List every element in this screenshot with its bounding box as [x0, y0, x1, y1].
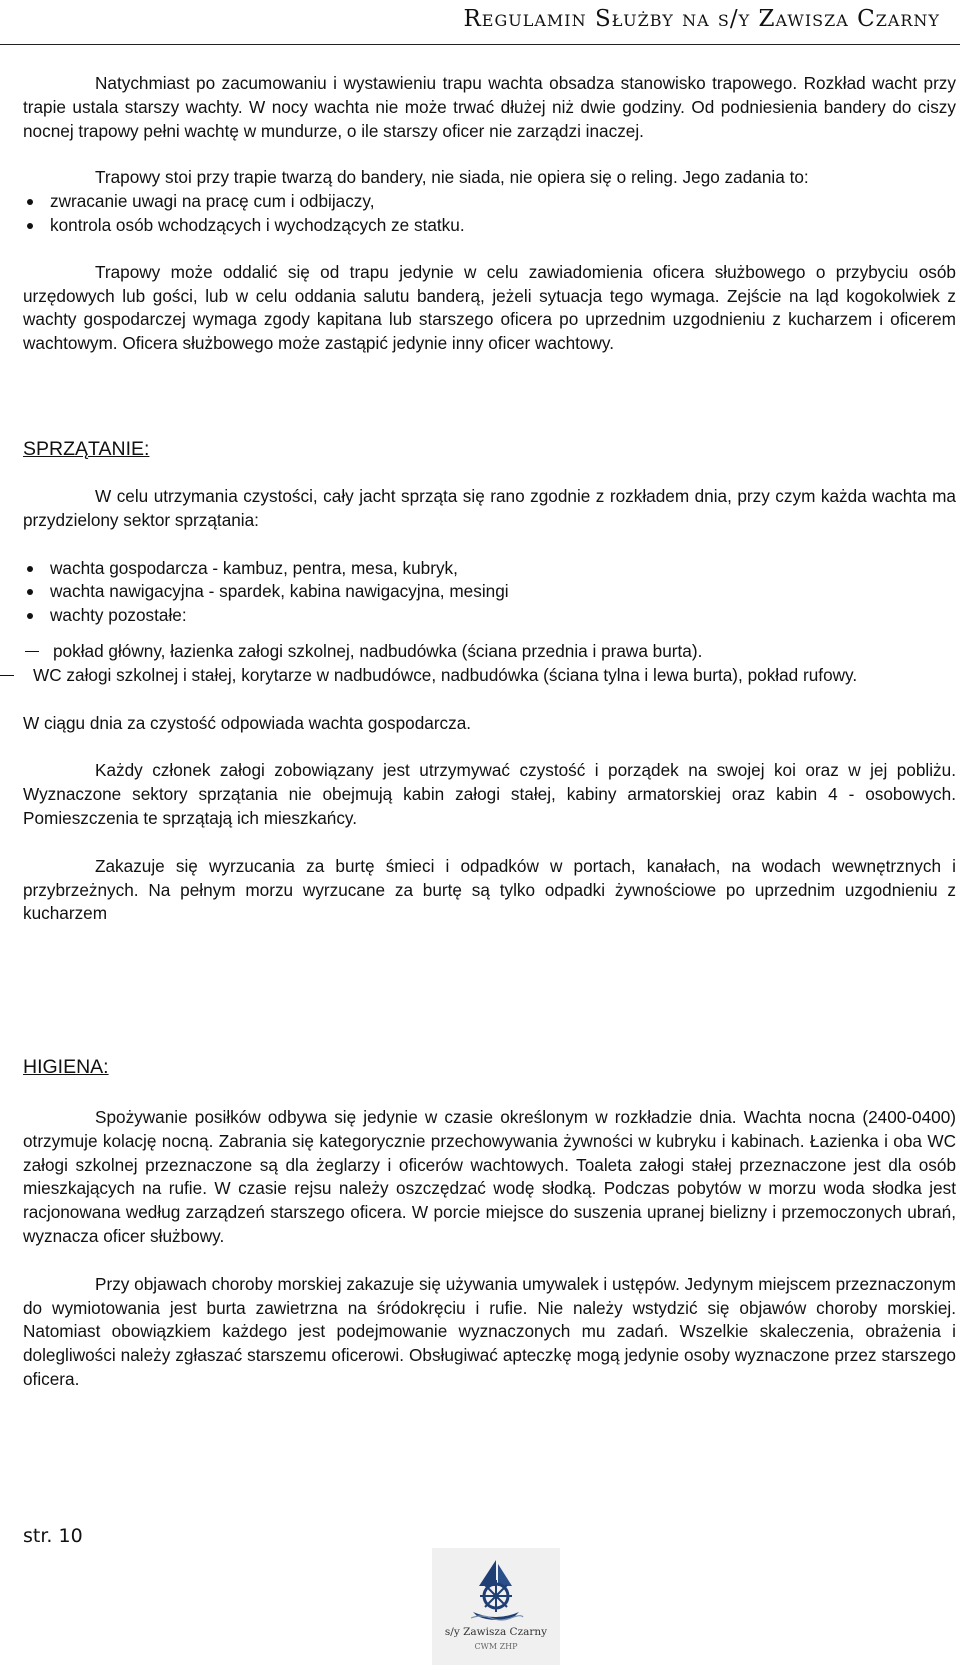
- cleaning-section: [23, 485, 956, 926]
- dash-marker: [0, 675, 14, 676]
- paragraph: Każdy członek załogi zobowiązany jest utrzymywać czystość i porządek na swojej koi oraz w jej pobliżu. Wyznaczone sektory sprzątania nie obejmują kabin załogi stałej, kabiny armatorskiej oraz kabin 4 - osobowych. Pomieszczenia te sprzątają ich mieszkańcy.: [23, 760, 956, 828]
- page-header-title: Regulamin Służby na s/y Zawisza Czarny: [463, 6, 940, 32]
- list-item: zwracanie uwagi na pracę cum i odbijaczy,: [23, 190, 956, 214]
- header-rule: [0, 44, 960, 45]
- logo-text: s/y Zawisza Czarny: [444, 1626, 548, 1638]
- bullet-list: [23, 190, 956, 238]
- paragraph: Natychmiast po zacumowaniu i wystawieniu trapu wachta obsadza stanowisko trapowego. Rozkład wacht przy trapie ustala starszy wachty. W nocy wachta nie może trwać dłużej niż dwie godziny. Od podniesienia bandery do ciszy nocnej trapowy pełni wachtę w mundurze, o ile starszy oficer nie zarządzi inaczej.: [23, 73, 956, 141]
- organization-logo: [432, 1548, 560, 1665]
- paragraph: Trapowy stoi przy trapie twarzą do bandery, nie siada, nie opiera się o reling. Jego zadania to:: [95, 167, 809, 188]
- dash-list-item: [23, 640, 956, 664]
- paragraph: Trapowy może oddalić się od trapu jedynie w celu zawiadomienia oficera służbowego o przybyciu osób urzędowych lub gości, lub w celu oddania salutu banderą, jeżeli sytuacja tego wymaga. Zejście na ląd kogokolwiek z wachty gospodarczej wymaga zgody kapitana lub starszego oficera po uprzednim uzgodnieniu z kucharzem i oficerem wachtowym. Oficera służbowego może zastąpić jedynie inny oficer wachtowy.: [23, 261, 956, 354]
- list-item: wachta nawigacyjna - spardek, kabina nawigacyjna, mesingi: [23, 580, 956, 604]
- section-heading-hygiene: HIGIENA:: [23, 1056, 109, 1078]
- section-heading-cleaning: SPRZĄTANIE:: [23, 438, 150, 460]
- trap-section: [23, 72, 956, 356]
- dash-marker: [25, 651, 39, 652]
- hygiene-section: [23, 1106, 956, 1392]
- logo-subtext: CWM ZHP: [474, 1642, 518, 1651]
- dash-item-text: WC załogi szkolnej i stałej, korytarze w nadbudówce, nadbudówka (ściana tylna i lewa burta), pokład rufowy.: [33, 664, 858, 685]
- paragraph: Przy objawach choroby morskiej zakazuje się używania umywalek i ustępów. Jedynym miejscem przeznaczonym do wymiotowania jest burta zawietrzna na śródokręciu i rufie. Nie należy wstydzić się objawów choroby morskiej. Natomiast obowiązkiem każdego jest podejmowanie wyznaczonych mu zadań. Wszelkie skaleczenia, obrażenia i dolegliwości należy zgłaszać starszemu oficerowi. Obsługiwać apteczkę mogą jedynie osoby wyznaczone przez starszego oficera.: [23, 1273, 956, 1389]
- dash-list-item: [0, 664, 956, 688]
- list-item: kontrola osób wchodzących i wychodzących ze statku.: [23, 214, 956, 238]
- paragraph: W celu utrzymania czystości, cały jacht sprząta się rano zgodnie z rozkładem dnia, przy czym każda wachta ma przydzielony sektor sprzątania:: [23, 486, 956, 530]
- paragraph: Zakazuje się wyrzucania za burtę śmieci i odpadków w portach, kanałach, na wodach wewnętrznych i przybrzeżnych. Na pełnym morzu wyrzucane za burtę są tylko odpadki żywnościowe po uprzednim uzgodnieniu z kucharzem: [23, 855, 956, 924]
- list-item: wachta gospodarcza - kambuz, pentra, mesa, kubryk,: [23, 557, 956, 581]
- ship-wheel-sailboat-icon: [465, 1556, 527, 1622]
- paragraph: Spożywanie posiłków odbywa się jedynie w czasie określonym w rozkładzie dnia. Wachta nocna (2400-0400) otrzymuje kolację nocną. Zabrania się kategorycznie przechowywania żywności w kubryku i kabinach. Łazienka i oba WC załogi szkolnej przeznaczone są dla żeglarzy i oficerów wachtowych. Toaleta załogi stałej przeznaczone jest dla osób mieszkających na rufie. W czasie rejsu należy oszczędzać wodę słodką. Podczas pobytów w morzu woda słodka jest racjonowana według zarządzeń starszego oficera. W porcie miejsce do suszenia upranej bielizny i przemoczonych ubrań, wyznacza oficer służbowy.: [23, 1107, 956, 1246]
- page-number: str. 10: [23, 1525, 83, 1547]
- bullet-list: [23, 557, 956, 628]
- dash-item-text: pokład główny, łazienka załogi szkolnej, nadbudówka (ściana przednia i prawa burta).: [53, 640, 703, 661]
- list-item: wachty pozostałe:: [23, 604, 956, 628]
- paragraph: W ciągu dnia za czystość odpowiada wachta gospodarcza.: [23, 712, 472, 733]
